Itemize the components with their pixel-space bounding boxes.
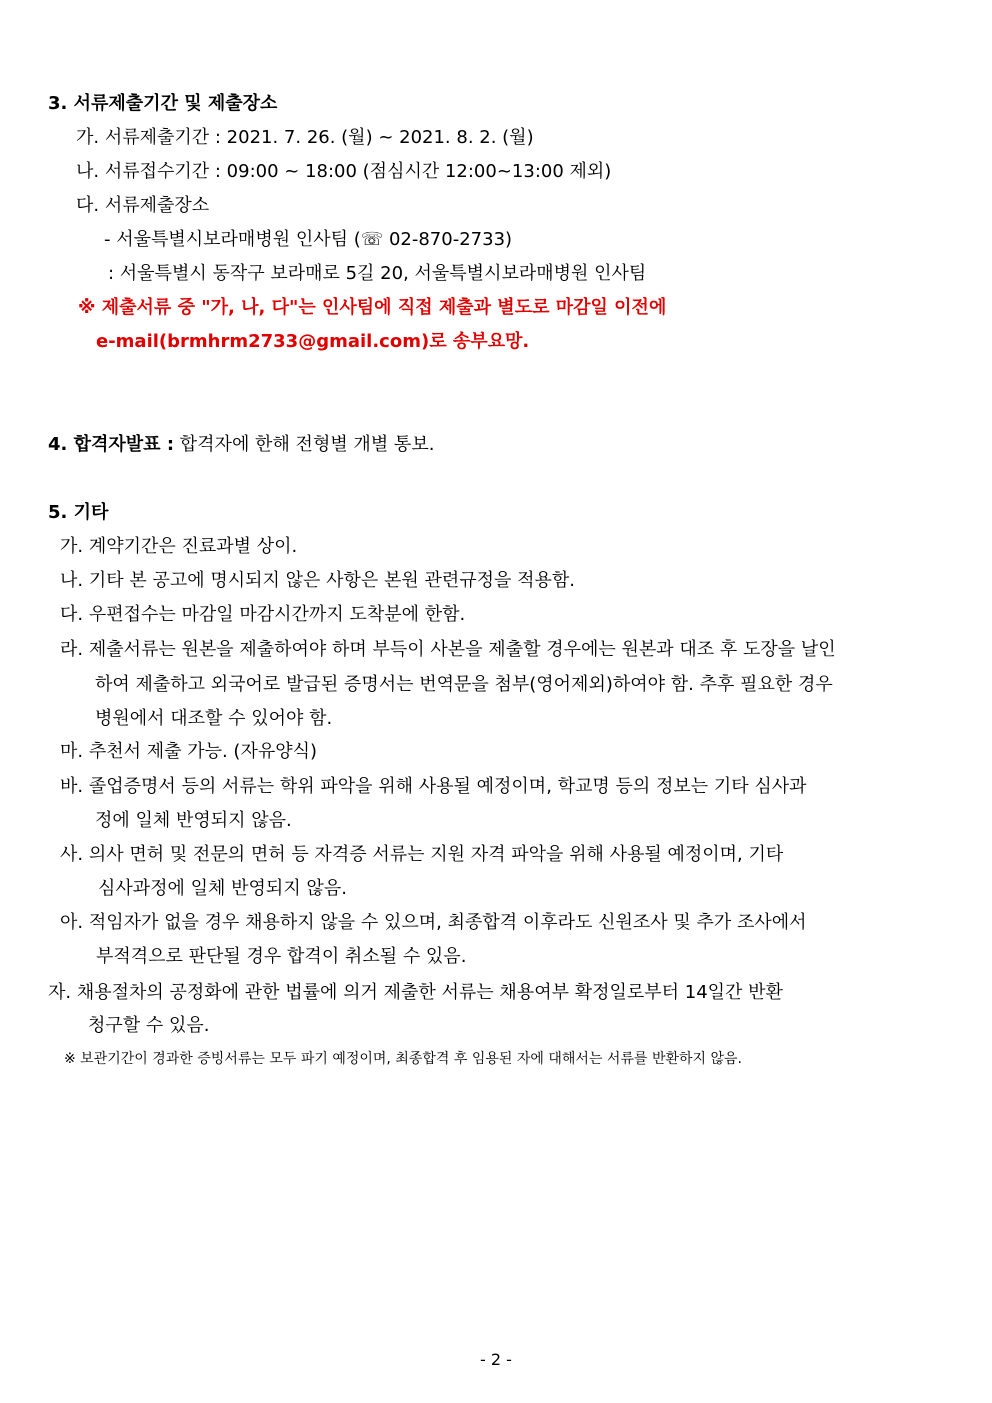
section3-item-b: 나. 서류접수기간 : 09:00 ~ 18:00 (점심시간 12:00~13:00 제외): [76, 161, 612, 182]
section5-item-da: 다. 우편접수는 마감일 마감시간까지 도착분에 한함.: [60, 604, 466, 625]
section5-heading: 5. 기타: [48, 502, 109, 523]
section3-item-a: 가. 서류제출기간 : 2021. 7. 26. (월) ~ 2021. 8. 2. (월): [76, 127, 534, 148]
notice-line-1: ※ 제출서류 중 "가, 나, 다"는 인사팀에 직접 제출과 별도로 마감일 이전에: [78, 297, 667, 318]
section5-item-ra-2: 하여 제출하고 외국어로 발급된 증명서는 번역문을 첨부(영어제외)하여야 함. 추후 필요한 경우: [95, 674, 833, 695]
section5-item-ba-1: 바. 졸업증명서 등의 서류는 학위 파악을 위해 사용될 예정이며, 학교명 등의 정보는 기타 심사과: [60, 776, 807, 797]
section5-item-ba-2: 정에 일체 반영되지 않음.: [95, 810, 292, 831]
section5-footnote: ※ 보관기간이 경과한 증빙서류는 모두 파기 예정이며, 최종합격 후 임용된 자에 대해서는 서류를 반환하지 않음.: [64, 1051, 742, 1067]
section5-item-a-1: 아. 적임자가 없을 경우 채용하지 않을 수 있으며, 최종합격 이후라도 신원조사 및 추가 조사에서: [60, 912, 807, 933]
section5-item-ja-1: 자. 채용절차의 공정화에 관한 법률에 의거 제출한 서류는 채용여부 확정일로부터 14일간 반환: [48, 982, 783, 1003]
section5-item-sa-1: 사. 의사 면허 및 전문의 면허 등 자격증 서류는 지원 자격 파악을 위해 사용될 예정이며, 기타: [60, 844, 784, 865]
section5-item-ga: 가. 계약기간은 진료과별 상이.: [60, 536, 298, 557]
section5-item-ra-1: 라. 제출서류는 원본을 제출하여야 하며 부득이 사본을 제출할 경우에는 원본과 대조 후 도장을 날인: [60, 639, 836, 660]
section4-row: [48, 434, 434, 456]
section5-item-ma: 마. 추천서 제출 가능. (자유양식): [60, 741, 318, 762]
section5-item-a-2: 부적격으로 판단될 경우 합격이 취소될 수 있음.: [96, 946, 467, 967]
section5-item-ra-3: 병원에서 대조할 수 있어야 함.: [95, 708, 333, 729]
section4-text: 합격자에 한해 전형별 개별 통보.: [179, 434, 435, 455]
section3-item-c: 다. 서류제출장소: [76, 195, 210, 216]
section3-heading: 3. 서류제출기간 및 제출장소: [48, 93, 278, 114]
page-number: - 2 -: [480, 1350, 512, 1369]
section5-item-sa-2: 심사과정에 일체 반영되지 않음.: [98, 878, 347, 899]
submission-place-name: - 서울특별시보라매병원 인사팀 (☏ 02-870-2733): [104, 229, 513, 250]
notice-line-2: e-mail(brmhrm2733@gmail.com)로 송부요망.: [96, 331, 530, 352]
section5-item-na: 나. 기타 본 공고에 명시되지 않은 사항은 본원 관련규정을 적용함.: [60, 570, 576, 591]
submission-place-address: : 서울특별시 동작구 보라매로 5길 20, 서울특별시보라매병원 인사팀: [108, 263, 647, 284]
section4-heading: 4. 합격자발표 :: [48, 434, 175, 455]
section5-item-ja-2: 청구할 수 있음.: [88, 1015, 210, 1036]
